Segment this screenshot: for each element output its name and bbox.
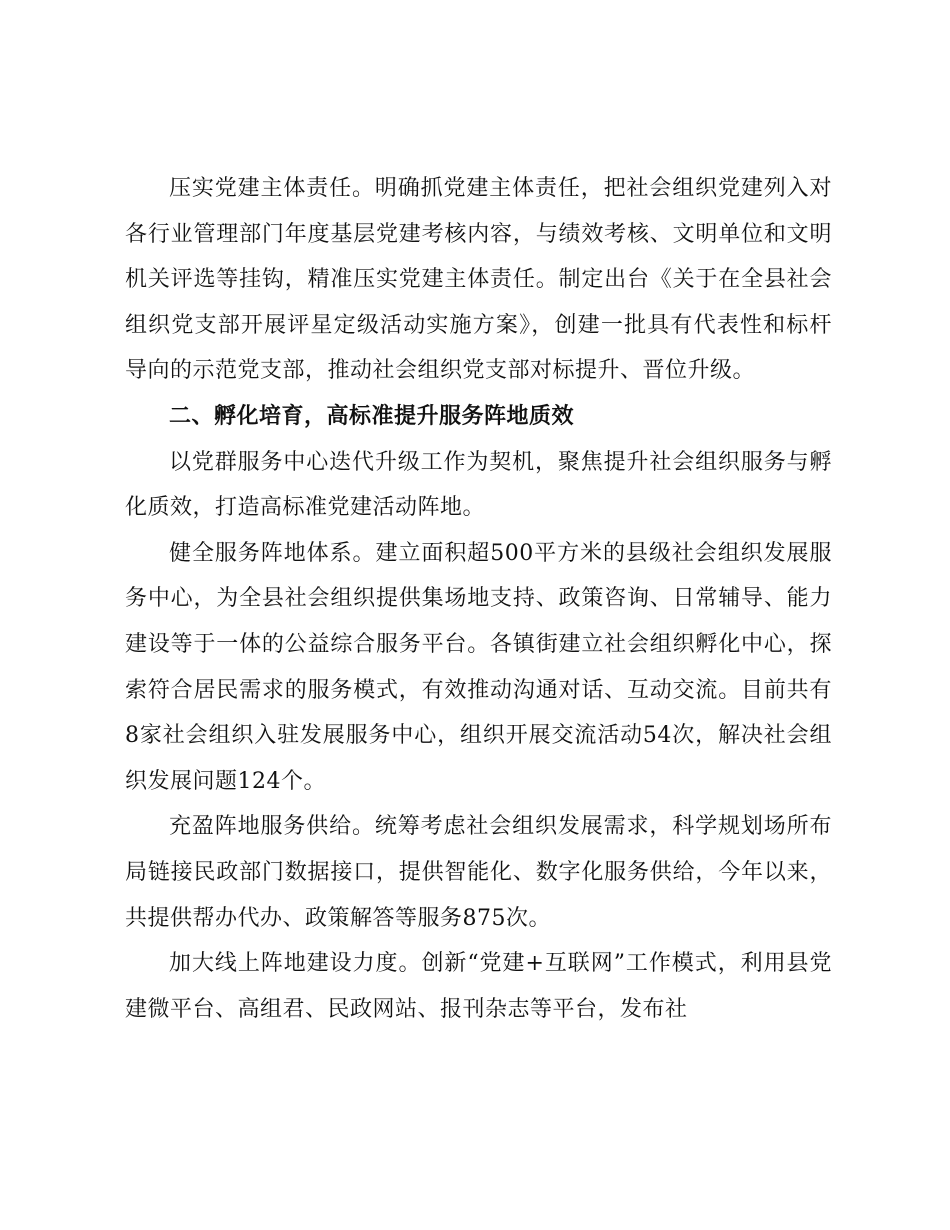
paragraph-service-system: 健全服务阵地体系。建立面积超500平方米的县级社会组织发展服务中心，为全县社会组织提供集场地支持、政策咨询、日常辅导、能力建设等于一体的公益综合服务平台。各镇街建立社会组织孵化中心，探索符合居民需求的服务模式，有效推动沟通对话、互动交流。目前共有8家社会组织入驻发展服务中心，组织开展交流活动54次，解决社会组织发展问题124个。 (125, 540, 832, 794)
paragraph-online-platform: 加大线上阵地建设力度。创新“党建+互联网”工作模式，利用县党建微平台、高组君、民政网站、报刊杂志等平台，发布社 (125, 951, 832, 1022)
paragraph-service-center-intro: 以党群服务中心迭代升级工作为契机，聚焦提升社会组织服务与孵化质效，打造高标准党建活动阵地。 (125, 449, 832, 521)
paragraph-service-supply: 充盈阵地服务供给。统筹考虑社会组织发展需求，科学规划场所布局链接民政部门数据接口，提供智能化、数字化服务供给，今年以来，共提供帮办代办、政策解答等服务875次。 (125, 814, 832, 931)
paragraph-party-responsibility: 压实党建主体责任。明确抓党建主体责任，把社会组织党建列入对各行业管理部门年度基层党建考核内容，与绩效考核、文明单位和文明机关评选等挂钩，精准压实党建主体责任。制定出台《关于在全县社会组织党支部开展评星定级活动实施方案》，创建一批具有代表性和标杆导向的示范党支部，推动社会组织党支部对标提升、晋位升级。 (125, 176, 832, 384)
document-body (125, 166, 832, 1032)
section-heading-incubation: 二、孵化培育，高标准提升服务阵地质效 (169, 403, 575, 429)
